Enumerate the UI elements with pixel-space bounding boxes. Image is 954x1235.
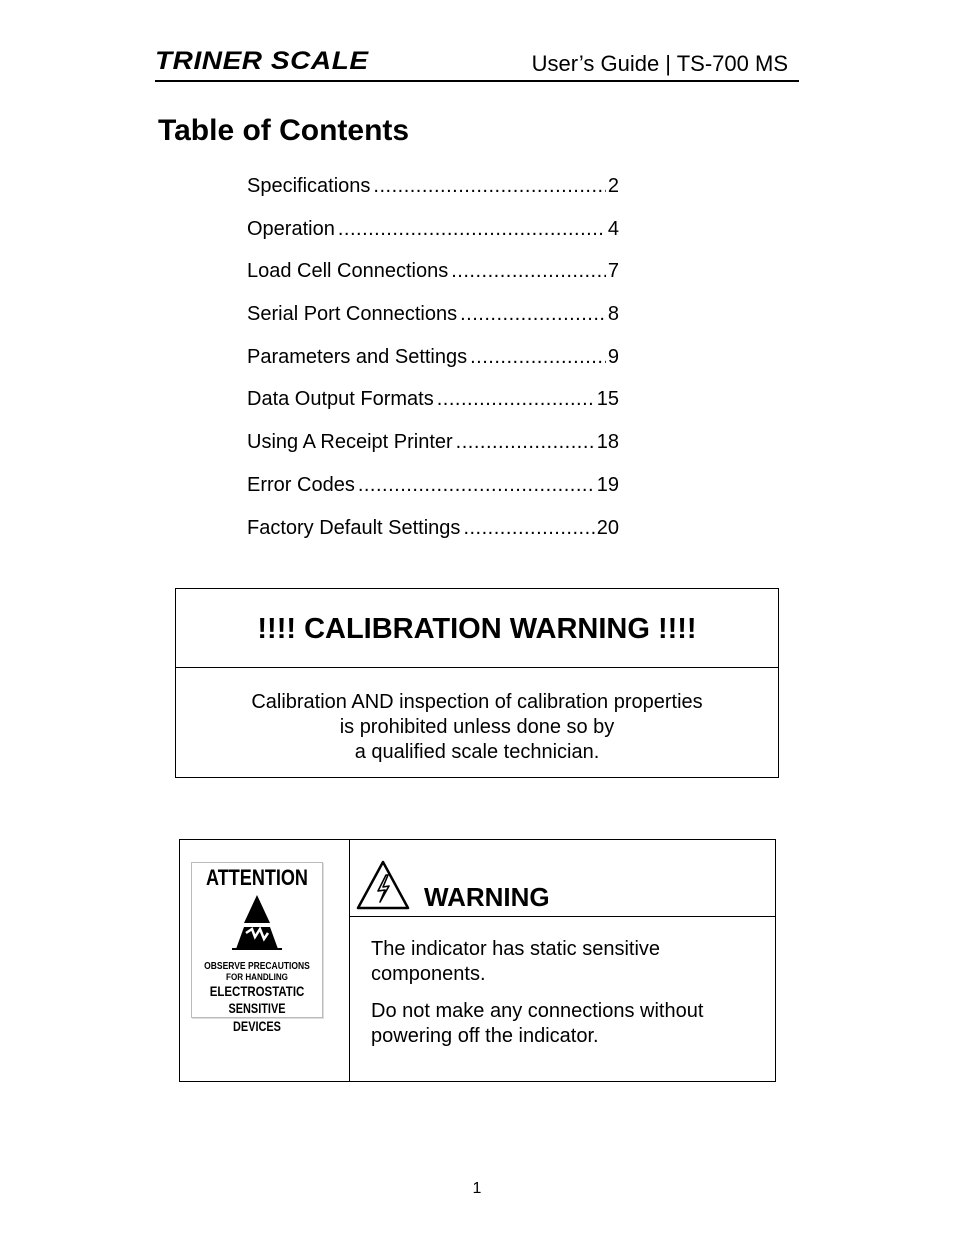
esd-warning-content: [350, 840, 775, 1081]
toc-leader-dots: [460, 303, 606, 326]
toc-entry-page: 20: [596, 516, 619, 539]
toc-entry-page: 4: [607, 217, 619, 240]
calibration-warning-title: !!!! CALIBRATION WARNING !!!!: [176, 589, 778, 668]
toc-entry-page: 9: [607, 345, 619, 368]
toc-entry[interactable]: [247, 431, 619, 474]
toc-leader-dots: [373, 175, 605, 198]
toc-entry-label: Data Output Formats: [247, 388, 434, 411]
document-title: User’s Guide | TS-700 MS: [531, 51, 788, 76]
toc-entry-page: 8: [607, 303, 619, 326]
triner-scale-logo: TRINER SCALE: [155, 47, 369, 75]
toc-entry[interactable]: [247, 474, 619, 517]
toc-entry-label: Operation: [247, 217, 335, 240]
esd-hand-icon: [222, 893, 292, 953]
esd-label-cell: [180, 840, 350, 1081]
toc-entry-page: 15: [596, 388, 619, 411]
toc-entry-label: Using A Receipt Printer: [247, 431, 453, 454]
toc-entry-label: Load Cell Connections: [247, 260, 449, 283]
esd-attention-title: ATTENTION: [206, 865, 308, 890]
esd-warning-paragraph: The indicator has static sensitive components.: [371, 938, 661, 985]
toc-entry[interactable]: [247, 260, 619, 303]
esd-warning-header: [350, 840, 775, 917]
esd-warning-title: WARNING: [424, 882, 550, 912]
esd-label-line: ELECTROSTATIC: [209, 983, 305, 999]
esd-warning-box: [179, 839, 776, 1082]
calibration-warning-line: is prohibited unless done so by: [339, 716, 615, 738]
toc-leader-dots: [338, 218, 606, 241]
toc-leader-dots: [470, 346, 606, 369]
electric-hazard-icon: [355, 859, 411, 911]
toc-entry-label: Error Codes: [247, 473, 355, 496]
calibration-warning-text: [176, 668, 778, 765]
table-of-contents: [247, 175, 619, 559]
toc-entry-label: Factory Default Settings: [247, 516, 461, 539]
toc-entry-page: 19: [596, 473, 619, 496]
esd-label-line: FOR HANDLING: [226, 972, 288, 983]
esd-warning-body: [350, 917, 775, 1049]
toc-entry-label: Serial Port Connections: [247, 303, 458, 326]
toc-heading: Table of Contents: [158, 114, 410, 147]
toc-entry[interactable]: [247, 346, 619, 389]
toc-entry-page: 7: [607, 260, 619, 283]
toc-leader-dots: [358, 474, 595, 497]
toc-leader-dots: [463, 517, 594, 540]
toc-entry[interactable]: [247, 517, 619, 560]
calibration-warning-box: [175, 588, 779, 778]
toc-leader-dots: [437, 388, 595, 411]
esd-label-line: SENSITIVE DEVICES: [228, 1000, 286, 1034]
calibration-warning-line: Calibration AND inspection of calibration properties: [251, 691, 703, 713]
toc-leader-dots: [456, 431, 595, 454]
esd-warning-paragraph: Do not make any connections without powering off the indicator.: [371, 1000, 704, 1047]
toc-leader-dots: [451, 260, 606, 283]
page-header: [155, 44, 799, 82]
toc-entry-page: 2: [607, 175, 619, 197]
page-number: 1: [472, 1180, 482, 1197]
esd-attention-label: [191, 862, 323, 1034]
toc-entry-label: Specifications: [247, 175, 371, 197]
toc-entry-page: 18: [596, 431, 619, 454]
calibration-warning-line: a qualified scale technician.: [354, 741, 600, 763]
toc-entry[interactable]: [247, 303, 619, 346]
toc-entry-label: Parameters and Settings: [247, 345, 468, 368]
toc-entry[interactable]: [247, 388, 619, 431]
toc-entry[interactable]: [247, 175, 619, 218]
toc-entry[interactable]: [247, 218, 619, 261]
esd-label-line: OBSERVE PRECAUTIONS: [204, 961, 310, 972]
